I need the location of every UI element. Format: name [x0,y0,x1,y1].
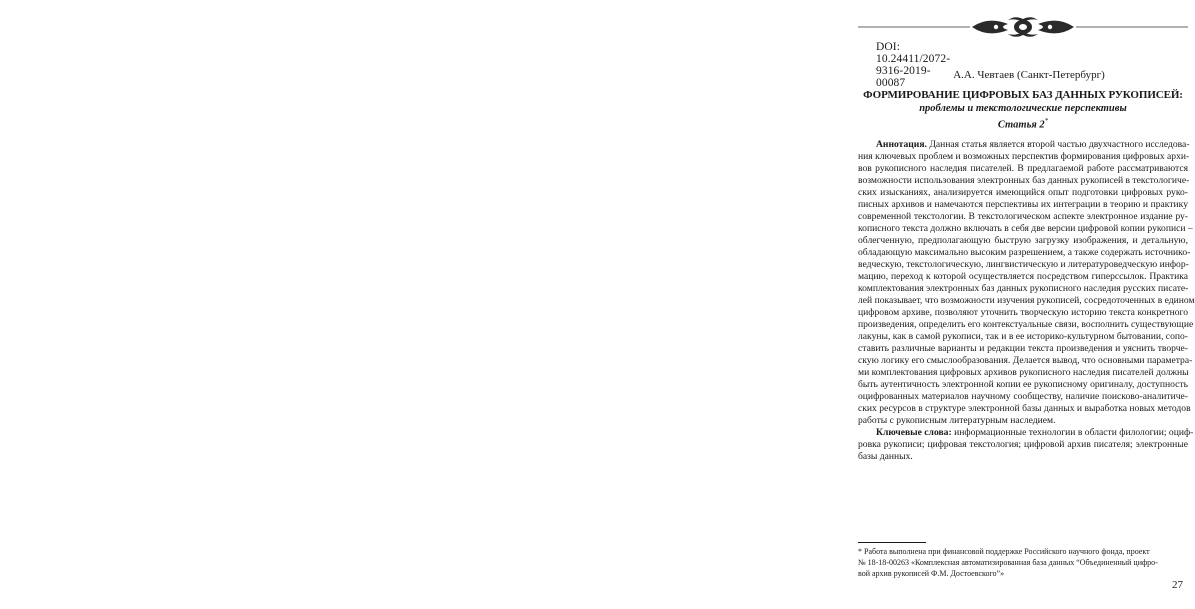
keywords-label: Ключевые слова: [876,427,952,438]
abstract-line: ставить различные варианты и редакции текста произведения и уяснить творче- [858,343,1188,354]
left-blank-page [0,0,410,609]
abstract-line: облегченную, предполагающую быструю загрузку изображения, и детальную, [858,235,1188,246]
abstract-line: комплектования электронных баз данных рукописного наследия русских писате- [858,283,1189,294]
abstract-line: современной текстологии. В текстологическом аспекте электронное издание ру- [858,211,1188,222]
abstract-label: Аннотация. [876,139,927,150]
footnote-line: № 18-18-00263 «Комплексная автоматизированная база данных “Объединенный цифро- [858,558,1158,567]
abstract-line: писных архивов и намечаются перспективы их интеграции в теорию и практику [858,199,1188,210]
article-subtitle: проблемы и текстологические перспективы [919,103,1127,114]
abstract-line: ми комплектования цифровых архивов рукописного наследия писателей должны [858,367,1189,378]
footnote-mark[interactable]: * [1044,117,1049,125]
abstract-line: возможности использования электронных баз данных рукописей в текстологиче- [858,175,1190,186]
keywords-line: Ключевые слова: информационные технологии в области филологии; оциф- [876,427,1194,438]
page-number: 27 [1172,579,1183,591]
doi[interactable]: DOI: 10.24411/2072-9316-2019-00087 [876,41,951,89]
article-part-label: Статья 2 [997,119,1045,131]
abstract-line: кописного текста должно включать в себя две версии цифровой копии рукописи – [858,223,1193,234]
abstract-line: вов рукописного наследия писателей. В предлагаемой работе рассматриваются [858,163,1188,174]
footnote [858,546,1188,579]
article-part [858,115,1188,132]
abstract-line: ских изысканиях, анализируется имеющийся опыт подготовки цифровых руко- [858,187,1188,198]
abstract-line: мацию, переход к которой осуществляется посредством гиперссылок. Практика [858,271,1188,282]
footnote-line: вой архив рукописей Ф.М. Достоевского”» [858,569,1005,578]
abstract-line: оцифрованных материалов научному сообществу, наличие поисково-аналитиче- [858,391,1188,402]
article-title: ФОРМИРОВАНИЕ ЦИФРОВЫХ БАЗ ДАННЫХ РУКОПИСЕЙ: [863,89,1183,101]
abstract-line: лей показывает, что возможности изучения рукописей, сосредоточенных в едином [858,295,1195,306]
abstract-line: обладающую максимально высоким разрешением, а также содержать источнико- [858,247,1191,258]
abstract-line: ведческую, текстологическую, лингвистическую и литературоведческую инфор- [858,259,1189,270]
abstract-line: ния ключевых проблем и возможных перспектив формирования цифровых архи- [858,151,1190,162]
abstract [858,139,1195,463]
abstract-line: Аннотация. Данная статья является второй частью двухчастного исследова- [876,139,1190,150]
abstract-line: произведения, определить его контекстуальные связи, восполнить существующие [858,319,1194,330]
footnote-line: * Работа выполнена при финансовой поддержке Российского научного фонда, проект [858,547,1150,556]
header-ornament [858,14,1188,40]
author-line: А.А. Чевтаев (Санкт-Петербург) [953,69,1105,81]
abstract-line: быть аутентичность электронной копии ее рукописному оригиналу, доступность [858,379,1188,390]
abstract-line: работы с рукописным литературным наследием. [858,415,1056,426]
right-page [410,0,1195,609]
abstract-line: скую логику его смыслообразования. Делается вывод, что основными параметра- [858,355,1193,366]
abstract-line: цифровом архиве, позволяют уточнить творческую историю текста конкретного [858,307,1188,318]
abstract-line: лакуны, как в самой рукописи, так и в ее историко-культурном бытовании, сопо- [858,331,1188,342]
keywords-line: базы данных. [858,451,913,462]
footnote-divider [858,542,926,543]
abstract-line: ских ресурсов в структуре электронной базы данных и выработка новых методов [858,403,1191,414]
keywords-line: ровка рукописи; цифровая текстология; цифровой архив писателя; электронные [858,439,1188,450]
title-block [858,89,1188,132]
